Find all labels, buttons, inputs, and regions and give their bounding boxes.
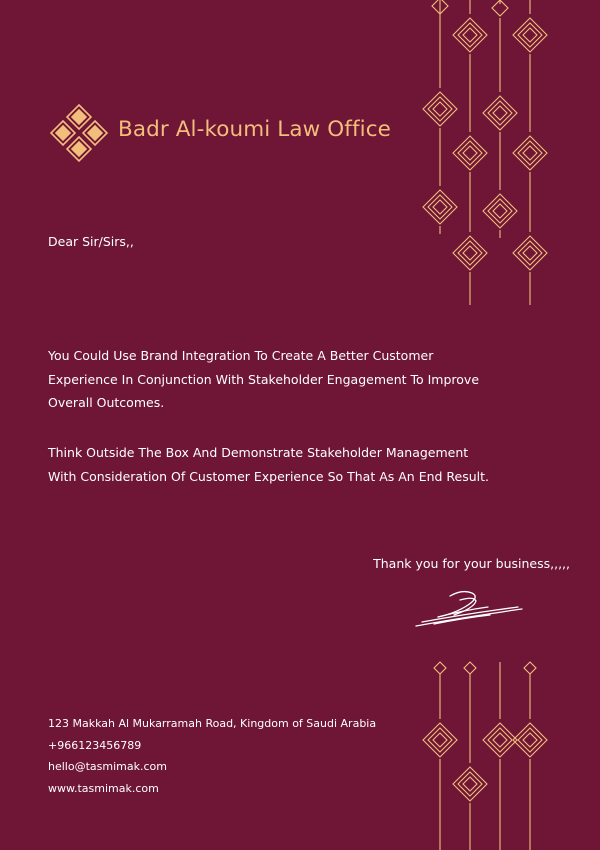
gold-diamond-lattice-icon: [48, 102, 110, 164]
contact-info: [48, 713, 376, 799]
letter-paragraph-2: Think Outside The Box And Demonstrate Stakeholder Management With Consideration Of Customer Experience So That As An End Result.: [48, 445, 490, 484]
handwritten-signature: [410, 588, 525, 630]
ornament-column-3: [483, 0, 517, 238]
contact-email[interactable]: hello@tasmimak.com: [48, 760, 167, 773]
contact-phone: +966123456789: [48, 738, 142, 752]
company-name: Badr Al-koumi Law Office: [118, 117, 391, 142]
letter-paragraph-1: You Could Use Brand Integration To Create A Better Customer Experience In Conjunction With Stakeholder Engagement To Improve Overall Outcomes.: [48, 348, 480, 410]
hanging-diamond-ornament-bottom: [415, 655, 565, 850]
ornament-column-1: [423, 662, 457, 850]
hanging-diamond-ornament-top: [415, 0, 565, 310]
ornament-column-3: [483, 662, 517, 850]
ornament-column-1: [423, 0, 457, 234]
letter-closing: Thank you for your business,,,,,: [373, 556, 570, 571]
letter-greeting: Dear Sir/Sirs,,: [48, 234, 134, 249]
ornament-column-2: [453, 662, 487, 850]
contact-address: 123 Makkah Al Mukarramah Road, Kingdom of Saudi Arabia: [48, 717, 377, 730]
ornament-column-4: [513, 662, 547, 850]
ornament-column-4: [513, 0, 547, 305]
ornament-column-2: [453, 0, 487, 305]
contact-website[interactable]: www.tasmimak.com: [48, 781, 159, 795]
